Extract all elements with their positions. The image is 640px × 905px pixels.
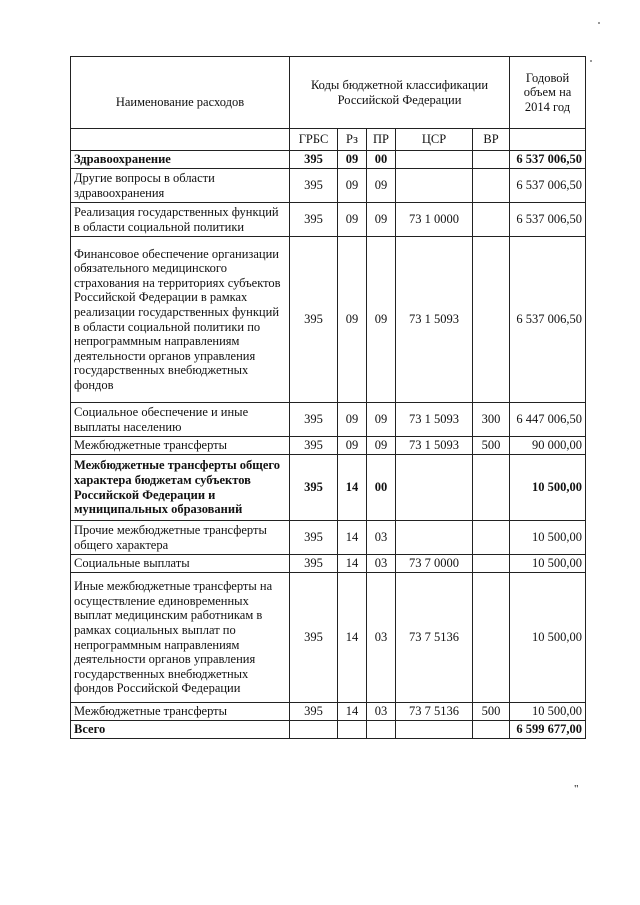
expense-name-cell: Социальные выплаты xyxy=(71,555,290,573)
amount-cell: 10 500,00 xyxy=(510,455,586,521)
expense-name-cell: Финансовое обеспечение организации обязательного медицинского страхования на территориях субъектов Российской Федерации в рамках реализации государственных функций в области социальной политики по непрограммным направлениям деятельности органов управления государственных внебюджетных фондов xyxy=(71,237,290,403)
rz-cell: 09 xyxy=(338,169,367,203)
scan-speck xyxy=(590,60,592,62)
vr-cell xyxy=(473,151,510,169)
header-rz: Рз xyxy=(338,129,367,151)
rz-cell: 14 xyxy=(338,573,367,703)
grbs-cell: 395 xyxy=(290,521,338,555)
csr-cell: 73 1 5093 xyxy=(396,403,473,437)
total-empty-cell xyxy=(396,721,473,739)
grbs-cell: 395 xyxy=(290,573,338,703)
grbs-cell: 395 xyxy=(290,703,338,721)
expense-name-cell: Здравоохранение xyxy=(71,151,290,169)
csr-cell xyxy=(396,151,473,169)
table-row xyxy=(71,455,586,521)
header-grbs: ГРБС xyxy=(290,129,338,151)
amount-cell: 10 500,00 xyxy=(510,573,586,703)
pr-cell: 00 xyxy=(367,455,396,521)
amount-cell: 10 500,00 xyxy=(510,555,586,573)
vr-cell xyxy=(473,555,510,573)
header-annual-volume: Годовой объем на 2014 год xyxy=(510,57,586,129)
amount-cell: 90 000,00 xyxy=(510,437,586,455)
pr-cell: 09 xyxy=(367,203,396,237)
header-empty-volume xyxy=(510,129,586,151)
csr-cell: 73 7 0000 xyxy=(396,555,473,573)
expense-name-cell: Другие вопросы в области здравоохранения xyxy=(71,169,290,203)
rz-cell: 09 xyxy=(338,403,367,437)
vr-cell xyxy=(473,203,510,237)
expense-name-cell: Межбюджетные трансферты общего характера бюджетам субъектов Российской Федерации и муниципальных образований xyxy=(71,455,290,521)
pr-cell: 03 xyxy=(367,555,396,573)
rz-cell: 09 xyxy=(338,237,367,403)
table-body xyxy=(71,151,586,721)
budget-table xyxy=(70,56,586,739)
vr-cell xyxy=(473,521,510,555)
expense-name-cell: Реализация государственных функций в области социальной политики xyxy=(71,203,290,237)
rz-cell: 09 xyxy=(338,151,367,169)
header-pr: ПР xyxy=(367,129,396,151)
pr-cell: 09 xyxy=(367,437,396,455)
csr-cell: 73 1 5093 xyxy=(396,237,473,403)
table-row xyxy=(71,573,586,703)
csr-cell: 73 7 5136 xyxy=(396,573,473,703)
rz-cell: 09 xyxy=(338,437,367,455)
header-empty xyxy=(71,129,290,151)
table-row xyxy=(71,521,586,555)
amount-cell: 10 500,00 xyxy=(510,521,586,555)
amount-cell: 10 500,00 xyxy=(510,703,586,721)
grbs-cell: 395 xyxy=(290,437,338,455)
expense-name-cell: Прочие межбюджетные трансферты общего характера xyxy=(71,521,290,555)
rz-cell: 09 xyxy=(338,203,367,237)
header-vr: ВР xyxy=(473,129,510,151)
grbs-cell: 395 xyxy=(290,237,338,403)
total-empty-cell xyxy=(367,721,396,739)
table-row xyxy=(71,403,586,437)
table-row xyxy=(71,169,586,203)
rz-cell: 14 xyxy=(338,455,367,521)
pr-cell: 03 xyxy=(367,521,396,555)
vr-cell: 300 xyxy=(473,403,510,437)
rz-cell: 14 xyxy=(338,555,367,573)
table-row xyxy=(71,437,586,455)
grbs-cell: 395 xyxy=(290,151,338,169)
pr-cell: 03 xyxy=(367,573,396,703)
total-empty-cell xyxy=(338,721,367,739)
pr-cell: 03 xyxy=(367,703,396,721)
grbs-cell: 395 xyxy=(290,555,338,573)
table-row xyxy=(71,703,586,721)
pr-cell: 09 xyxy=(367,237,396,403)
pr-cell: 00 xyxy=(367,151,396,169)
vr-cell xyxy=(473,237,510,403)
grbs-cell: 395 xyxy=(290,455,338,521)
expense-name-cell: Иные межбюджетные трансферты на осуществление единовременных выплат медицинским работникам в рамках социальных выплат по непрограммным направлениям деятельности органов управления государственных внебюджетных фондов Российской Федерации xyxy=(71,573,290,703)
header-name: Наименование расходов xyxy=(71,57,290,129)
total-empty-cell xyxy=(290,721,338,739)
csr-cell: 73 1 5093 xyxy=(396,437,473,455)
grbs-cell: 395 xyxy=(290,169,338,203)
header-codes-group: Коды бюджетной классификации Российской Федерации xyxy=(290,57,510,129)
amount-cell: 6 537 006,50 xyxy=(510,151,586,169)
amount-cell: 6 447 006,50 xyxy=(510,403,586,437)
scan-speck xyxy=(598,22,600,24)
csr-cell: 73 7 5136 xyxy=(396,703,473,721)
header-csr: ЦСР xyxy=(396,129,473,151)
table-row xyxy=(71,151,586,169)
table-row xyxy=(71,237,586,403)
rz-cell: 14 xyxy=(338,521,367,555)
vr-cell: 500 xyxy=(473,703,510,721)
closing-quote-mark: " xyxy=(574,783,579,795)
vr-cell xyxy=(473,455,510,521)
table-row xyxy=(71,555,586,573)
expense-name-cell: Межбюджетные трансферты xyxy=(71,703,290,721)
vr-cell: 500 xyxy=(473,437,510,455)
amount-cell: 6 537 006,50 xyxy=(510,203,586,237)
total-label: Всего xyxy=(71,721,290,739)
csr-cell xyxy=(396,455,473,521)
csr-cell: 73 1 0000 xyxy=(396,203,473,237)
expense-name-cell: Межбюджетные трансферты xyxy=(71,437,290,455)
vr-cell xyxy=(473,573,510,703)
grbs-cell: 395 xyxy=(290,203,338,237)
pr-cell: 09 xyxy=(367,403,396,437)
grbs-cell: 395 xyxy=(290,403,338,437)
table-row xyxy=(71,203,586,237)
expense-name-cell: Социальное обеспечение и иные выплаты населению xyxy=(71,403,290,437)
amount-cell: 6 537 006,50 xyxy=(510,237,586,403)
total-amount: 6 599 677,00 xyxy=(510,721,586,739)
pr-cell: 09 xyxy=(367,169,396,203)
csr-cell xyxy=(396,521,473,555)
vr-cell xyxy=(473,169,510,203)
rz-cell: 14 xyxy=(338,703,367,721)
amount-cell: 6 537 006,50 xyxy=(510,169,586,203)
csr-cell xyxy=(396,169,473,203)
total-empty-cell xyxy=(473,721,510,739)
